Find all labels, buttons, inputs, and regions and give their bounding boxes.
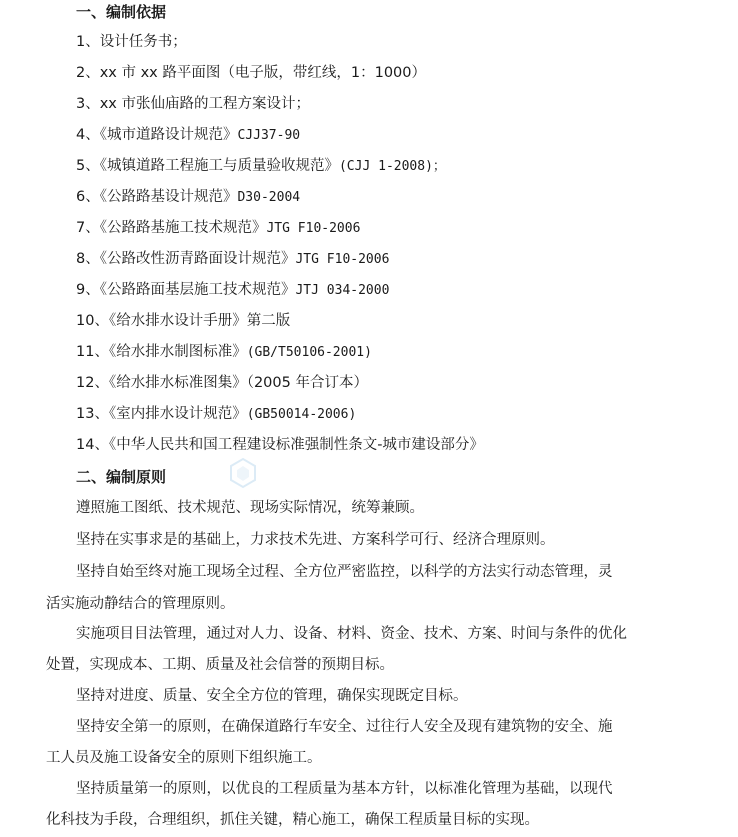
reference-item-3 bbox=[76, 94, 310, 114]
reference-label: 8、《公路改性沥青路面设计规范》 bbox=[76, 251, 296, 267]
reference-label: 4、《城市道路设计规范》 bbox=[76, 127, 238, 143]
section-2-heading: 二、编制原则 bbox=[76, 468, 167, 486]
principle-line-3: 坚持自始至终对施工现场全过程、全方位严密监控，以科学的方法实行动态管理，灵 bbox=[76, 564, 613, 580]
reference-item-11 bbox=[76, 342, 372, 362]
reference-label: 2、xx 市 xx 路平面图（电子版，带红线，1：1000） bbox=[76, 65, 427, 81]
reference-code: (CJJ 1-2008)； bbox=[338, 159, 446, 174]
reference-code: D30-2004 bbox=[237, 190, 301, 205]
reference-item-5 bbox=[76, 156, 446, 176]
reference-item-1 bbox=[76, 32, 187, 52]
reference-label: 5、《城镇道路工程施工与质量验收规范》 bbox=[76, 158, 339, 174]
principle-line-10: 坚持质量第一的原则，以优良的工程质量为基本方针，以标准化管理为基础，以现代 bbox=[76, 781, 613, 797]
reference-code: JTG F10-2006 bbox=[295, 252, 390, 267]
reference-code: JTJ 034-2000 bbox=[295, 283, 390, 298]
reference-code: (GB/T50106-2001) bbox=[246, 345, 372, 360]
reference-item-12 bbox=[76, 373, 368, 393]
reference-item-8 bbox=[76, 249, 389, 269]
principle-line-8: 坚持安全第一的原则，在确保道路行车安全、过往行人安全及现有建筑物的安全、施 bbox=[76, 719, 613, 735]
reference-item-9 bbox=[76, 280, 389, 300]
reference-code: (GB50014-2006) bbox=[246, 407, 357, 422]
reference-item-4 bbox=[76, 125, 300, 145]
reference-label: 1、设计任务书； bbox=[76, 34, 187, 50]
reference-label: 11、《给水排水制图标准》 bbox=[76, 344, 247, 360]
principle-line-7: 坚持对进度、质量、安全全方位的管理，确保实现既定目标。 bbox=[76, 688, 468, 704]
reference-label: 3、xx 市张仙庙路的工程方案设计； bbox=[76, 96, 310, 112]
section-1-heading: 一、编制依据 bbox=[76, 3, 167, 21]
reference-label: 6、《公路路基设计规范》 bbox=[76, 189, 238, 205]
reference-item-13 bbox=[76, 404, 356, 424]
reference-label: 10、《给水排水设计手册》第二版 bbox=[76, 313, 291, 329]
reference-label: 13、《室内排水设计规范》 bbox=[76, 406, 247, 422]
watermark-logo-icon bbox=[226, 456, 260, 490]
principle-line-11: 化科技为手段，合理组织，抓住关键，精心施工，确保工程质量目标的实现。 bbox=[46, 812, 539, 828]
principle-line-4: 活实施动静结合的管理原则。 bbox=[46, 596, 235, 612]
reference-item-6 bbox=[76, 187, 300, 207]
reference-label: 14、《中华人民共和国工程建设标准强制性条文-城市建设部分》 bbox=[76, 437, 484, 453]
reference-code: CJJ37-90 bbox=[237, 128, 301, 143]
reference-item-2 bbox=[76, 63, 426, 83]
reference-label: 7、《公路路基施工技术规范》 bbox=[76, 220, 267, 236]
reference-item-10 bbox=[76, 311, 290, 331]
reference-label: 12、《给水排水标准图集》（2005 年合订本） bbox=[76, 375, 368, 391]
reference-item-7 bbox=[76, 218, 360, 238]
reference-code: JTG F10-2006 bbox=[266, 221, 361, 236]
principle-line-1: 遵照施工图纸、技术规范、现场实际情况，统筹兼顾。 bbox=[76, 500, 424, 516]
principle-line-6: 处置，实现成本、工期、质量及社会信誉的预期目标。 bbox=[46, 657, 394, 673]
principle-line-2: 坚持在实事求是的基础上，力求技术先进、方案科学可行、经济合理原则。 bbox=[76, 532, 555, 548]
principle-line-9: 工人员及施工设备安全的原则下组织施工。 bbox=[46, 750, 322, 766]
reference-item-14 bbox=[76, 435, 484, 455]
reference-label: 9、《公路路面基层施工技术规范》 bbox=[76, 282, 296, 298]
principle-line-5: 实施项目目法管理，通过对人力、设备、材料、资金、技术、方案、时间与条件的优化 bbox=[76, 626, 627, 642]
